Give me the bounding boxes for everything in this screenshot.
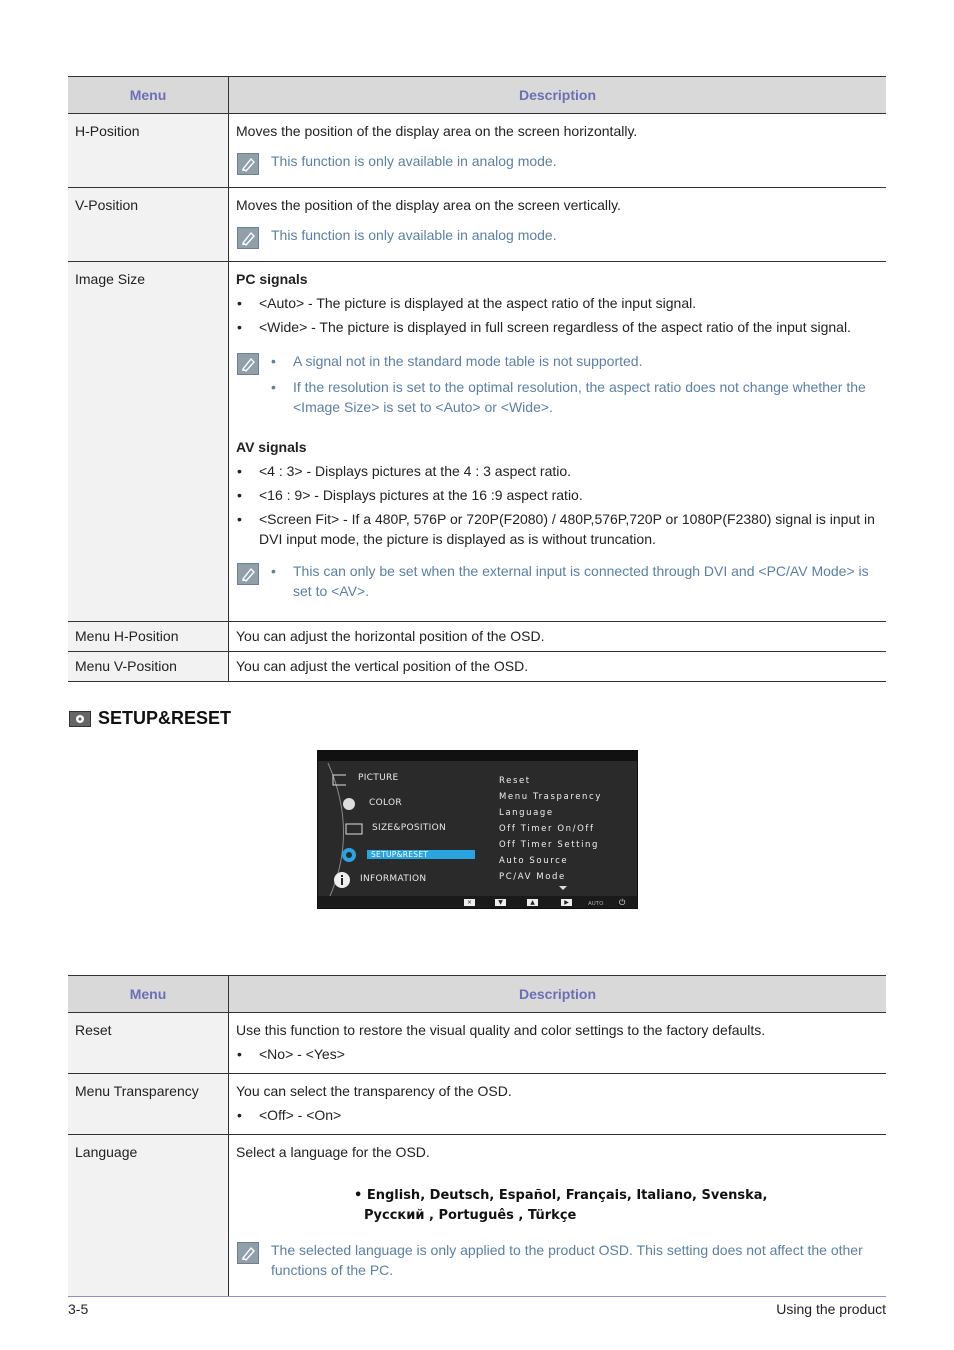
scroll-down-arrow-icon (558, 885, 568, 891)
setup-reset-table (68, 975, 886, 1297)
table-header (68, 77, 886, 114)
table-header (68, 976, 886, 1013)
picture-icon (332, 773, 346, 787)
information-icon (333, 871, 351, 889)
language-list-line-2: Русский , Português , Türkçe (364, 1208, 577, 1223)
description-cell (229, 1013, 887, 1074)
list-item: • <No> - <Yes> (237, 1046, 345, 1062)
menu-column-header: Menu (68, 976, 229, 1013)
page-number: 3-5 (68, 1301, 89, 1317)
osd-item-size-position: SIZE&POSITION (372, 823, 446, 833)
language-list: • English, Deutsch, Español, Français, Italiano, Svenska, Русский , Português , Türkçe (354, 1188, 768, 1223)
av-signals-title: AV signals (236, 439, 307, 455)
menu-cell: Reset (68, 1013, 229, 1074)
note-text: This function is only available in analog mode. (271, 153, 557, 169)
table-row (68, 622, 886, 652)
osd-sub-pc-av-mode: PC/AV Mode (499, 872, 566, 882)
menu-button-icon: × (464, 899, 475, 906)
osd-item-setup-reset: SETUP&RESET (371, 850, 429, 859)
table-row (68, 1013, 886, 1074)
description-text: You can select the transparency of the OSD. (236, 1083, 512, 1099)
menu-cell: Language (68, 1135, 229, 1297)
setup-gear-icon (340, 846, 358, 864)
note-item: • If the resolution is set to the optimal resolution, the aspect ratio does not change whether the <Image Size> is set to <Auto> or <Wide>. (271, 379, 866, 415)
osd-sub-off-timer-on-off: Off Timer On/Off (499, 824, 595, 834)
pc-signals-title: PC signals (236, 271, 308, 287)
menu-cell: Menu V-Position (68, 652, 229, 682)
note (236, 561, 879, 607)
osd-item-information: INFORMATION (360, 874, 427, 884)
list-item: • <16 : 9> - Displays pictures at the 16 :9 aspect ratio. (237, 487, 583, 503)
note-list (271, 351, 879, 423)
table-row (68, 114, 886, 188)
list-item: • <Screen Fit> - If a 480P, 576P or 720P(F2080) / 480P,576P,720P or 1080P(F2380) signal is input in DVI input mode, the picture is displayed as is without truncation. (237, 511, 875, 547)
note-text: This function is only available in analog mode. (271, 227, 557, 243)
size-position-icon (345, 823, 365, 835)
chapter-title: Using the product (776, 1301, 886, 1317)
note (236, 225, 879, 249)
table-row (68, 652, 886, 682)
language-list-line-1: English, Deutsch, Español, Français, Italiano, Svenska, (366, 1188, 768, 1203)
description-text: Moves the position of the display area on the screen vertically. (236, 197, 621, 213)
list-item: • <Auto> - The picture is displayed at the aspect ratio of the input signal. (237, 295, 697, 311)
description-text: Use this function to restore the visual quality and color settings to the factory defaults. (236, 1022, 766, 1038)
osd-item-picture: PICTURE (358, 773, 399, 783)
table-row (68, 1135, 886, 1297)
description-column-header: Description (229, 77, 887, 114)
note-pencil-icon (237, 563, 259, 585)
osd-sub-language: Language (499, 808, 554, 818)
menu-cell: Image Size (68, 262, 229, 622)
description-cell (229, 114, 887, 188)
image-settings-table (68, 76, 886, 682)
description-cell: You can adjust the horizontal position of the OSD. (229, 622, 887, 652)
description-cell (229, 262, 887, 622)
up-button-icon: ▲ (527, 899, 538, 906)
note (236, 1240, 879, 1280)
menu-cell: H-Position (68, 114, 229, 188)
auto-button-label: AUTO (588, 901, 604, 907)
menu-cell: Menu H-Position (68, 622, 229, 652)
note-pencil-icon (237, 353, 259, 375)
description-text: Moves the position of the display area on the screen horizontally. (236, 123, 638, 139)
note (236, 351, 879, 423)
note-pencil-icon (237, 153, 259, 175)
table-row (68, 1074, 886, 1135)
menu-cell: V-Position (68, 188, 229, 262)
osd-sub-reset: Reset (499, 776, 531, 786)
list-item: • <4 : 3> - Displays pictures at the 4 : 3 aspect ratio. (237, 463, 572, 479)
menu-column-header: Menu (68, 77, 229, 114)
enter-button-icon: ▶ (561, 899, 572, 906)
note-item: • A signal not in the standard mode table is not supported. (271, 353, 643, 369)
description-column-header: Description (229, 976, 887, 1013)
color-icon (341, 797, 359, 811)
description-cell: You can adjust the vertical position of the OSD. (229, 652, 887, 682)
description-cell (229, 1135, 887, 1297)
note (236, 151, 879, 175)
note-list (271, 561, 879, 607)
down-button-icon: ▼ (495, 899, 506, 906)
description-cell (229, 188, 887, 262)
osd-top-bar (318, 751, 637, 761)
osd-item-color: COLOR (369, 798, 402, 808)
description-cell (229, 1074, 887, 1135)
list-item: • <Off> - <On> (237, 1107, 342, 1123)
note-item: • This can only be set when the external input is connected through DVI and <PC/AV Mode> is set to <AV>. (271, 563, 869, 599)
note-pencil-icon (237, 1242, 259, 1264)
table-row (68, 262, 886, 622)
osd-sub-menu-transparency: Menu Trasparency (499, 792, 602, 802)
section-title: SETUP&RESET (98, 708, 232, 728)
note-pencil-icon (237, 227, 259, 249)
osd-sub-auto-source: Auto Source (499, 856, 569, 866)
menu-cell: Menu Transparency (68, 1074, 229, 1135)
description-text: Select a language for the OSD. (236, 1144, 430, 1160)
power-icon: ⏻ (619, 898, 626, 907)
note-text: The selected language is only applied to the product OSD. This setting does not affect the other functions of the PC. (271, 1242, 863, 1278)
gear-icon (69, 711, 91, 727)
osd-menu-screenshot (317, 750, 638, 909)
table-row (68, 188, 886, 262)
list-item: • <Wide> - The picture is displayed in full screen regardless of the aspect ratio of the input signal. (237, 319, 851, 335)
page-footer (68, 1296, 886, 1317)
osd-sub-off-timer-setting: Off Timer Setting (499, 840, 600, 850)
section-heading (69, 708, 231, 729)
